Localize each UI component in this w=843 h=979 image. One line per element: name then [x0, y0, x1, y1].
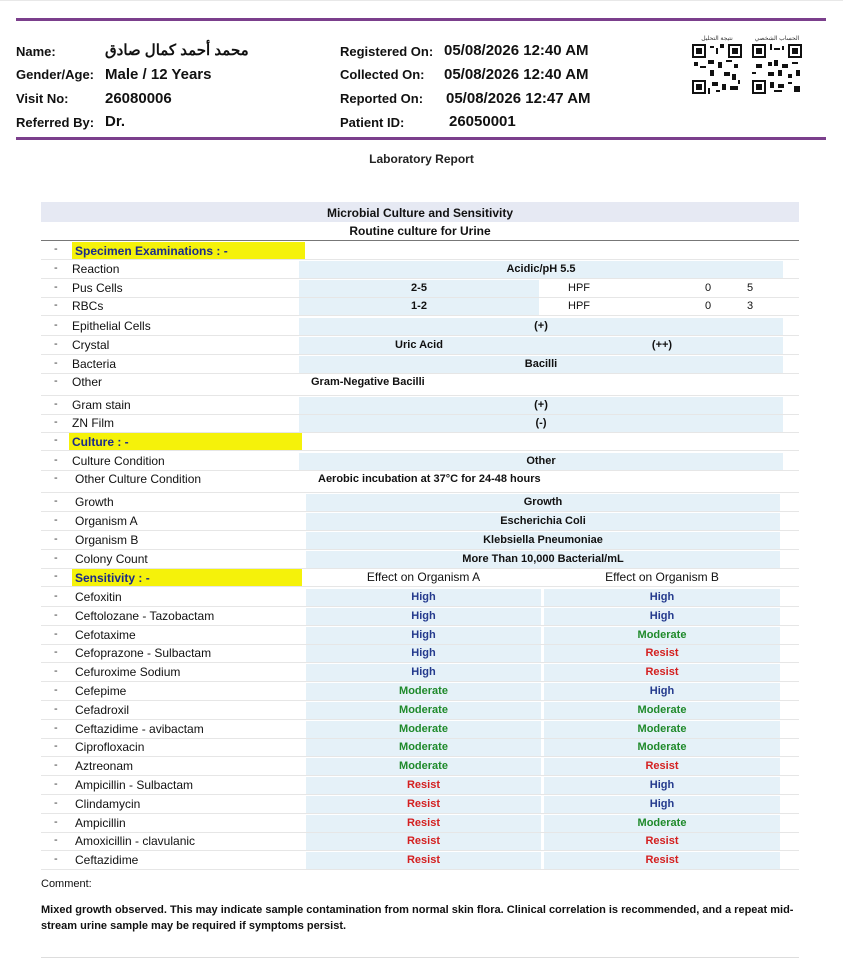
registered-label: Registered On: — [340, 44, 434, 59]
effect-organism-a: High — [306, 608, 541, 625]
sensitivity-row: - Ceftazidime - avibactam Moderate Moderate — [41, 721, 799, 739]
growth-row: - Growth Growth — [41, 494, 799, 512]
section-title: Microbial Culture and Sensitivity — [326, 206, 514, 220]
effect-organism-a: Moderate — [306, 702, 541, 719]
rbcs-range-low: 0 — [704, 300, 712, 312]
effect-organism-b-header: Effect on Organism B — [605, 570, 719, 584]
registered-value: 05/08/2026 12:40 AM — [444, 42, 589, 59]
effect-organism-b: High — [544, 589, 780, 606]
effect-organism-a: High — [306, 645, 541, 662]
effect-organism-a: Moderate — [306, 683, 541, 700]
top-border — [0, 0, 843, 5]
colony-count-row: - Colony Count More Than 10,000 Bacterial/mL — [41, 551, 799, 569]
sensitivity-section-row: - Sensitivity : - Effect on Organism A Effect on Organism B — [41, 569, 799, 587]
gender-value: Male / 12 Years — [105, 66, 212, 83]
effect-organism-a: High — [306, 627, 541, 644]
referred-label: Referred By: — [16, 115, 95, 130]
crystal-label: Crystal — [72, 338, 110, 352]
gram-stain-value: (+) — [299, 397, 783, 414]
qr-account-label: الحساب الشخصي — [754, 36, 800, 42]
culture-condition-value: Other — [299, 453, 783, 470]
effect-organism-b: Resist — [544, 852, 780, 869]
effect-organism-a: High — [306, 589, 541, 606]
rbcs-label: RBCs — [72, 299, 104, 313]
collected-label: Collected On: — [340, 67, 425, 82]
antibiotic-name: Cefadroxil — [75, 702, 130, 717]
culture-condition-label: Culture Condition — [72, 454, 165, 468]
zn-film-label: ZN Film — [72, 416, 114, 430]
sensitivity-section-heading: Sensitivity : - — [72, 569, 302, 587]
crystal-value: Uric Acid — [395, 339, 443, 351]
antibiotic-name: Ceftolozane - Tazobactam — [75, 608, 215, 623]
pus-cells-range-low: 0 — [704, 282, 712, 294]
effect-organism-a: Resist — [306, 777, 541, 794]
antibiotic-name: Cefotaxime — [75, 627, 136, 642]
sensitivity-row: - Cefadroxil Moderate Moderate — [41, 702, 799, 720]
comment-text: Mixed growth observed. This may indicate sample contamination from normal skin flora. Clinical correlation is recommended, and a repeat mid-stream urine sample may be required if symptoms persist. — [41, 904, 794, 932]
other-row: - Other Gram-Negative Bacilli — [41, 374, 799, 396]
antibiotic-name: Ciprofloxacin — [75, 740, 145, 755]
other-culture-condition-row: - Other Culture Condition Aerobic incubation at 37°C for 24-48 hours — [41, 471, 799, 493]
reaction-value: Acidic/pH 5.5 — [299, 261, 783, 278]
header-bottom-rule — [16, 137, 826, 140]
sensitivity-row: - Clindamycin Resist High — [41, 796, 799, 814]
sensitivity-row: - Cefepime Moderate High — [41, 683, 799, 701]
epithelial-row: - Epithelial Cells (+) — [41, 318, 799, 336]
name-value: محمد أحمد كمال صادق — [105, 42, 249, 59]
organism-b-label: Organism B — [75, 533, 139, 547]
rbcs-row: - RBCs 1-2 HPF 0 3 — [41, 298, 799, 316]
sensitivity-row: - Cefotaxime High Moderate — [41, 627, 799, 645]
effect-organism-a: Moderate — [306, 721, 541, 738]
antibiotic-name: Ceftazidime - avibactam — [75, 721, 204, 736]
account-qr-code[interactable] — [752, 44, 802, 94]
section-header — [41, 202, 799, 222]
bacteria-row: - Bacteria Bacilli — [41, 356, 799, 374]
sensitivity-row: - Ceftazidime Resist Resist — [41, 852, 799, 870]
effect-organism-a: High — [306, 664, 541, 681]
zn-film-value: (-) — [299, 415, 783, 432]
effect-organism-b: Resist — [544, 664, 780, 681]
organism-b-row: - Organism B Klebsiella Pneumoniae — [41, 532, 799, 550]
other-culture-condition-label: Other Culture Condition — [75, 472, 202, 486]
gram-stain-label: Gram stain — [72, 398, 131, 412]
organism-a-value: Escherichia Coli — [306, 513, 780, 530]
collected-value: 05/08/2026 12:40 AM — [444, 66, 589, 83]
effect-organism-a: Resist — [306, 852, 541, 869]
other-label: Other — [72, 375, 103, 389]
antibiotic-name: Amoxicillin - clavulanic — [75, 834, 196, 849]
crystal-row: - Crystal Uric Acid (++) — [41, 337, 799, 355]
patient-id-label: Patient ID: — [340, 115, 405, 130]
antibiotic-name: Aztreonam — [75, 759, 134, 774]
pus-cells-range-high: 5 — [746, 282, 754, 294]
antibiotic-name: Cefoxitin — [75, 590, 122, 604]
qr-result-label: نتيجة التحليل — [701, 36, 733, 42]
epithelial-label: Epithelial Cells — [72, 319, 151, 333]
culture-section-row: - Culture : - — [41, 433, 799, 451]
antibiotic-name: Cefuroxime Sodium — [75, 665, 181, 680]
sensitivity-row: - Amoxicillin - clavulanic Resist Resist — [41, 833, 799, 851]
sensitivity-row: - Cefoprazone - Sulbactam High Resist — [41, 645, 799, 663]
referred-value: Dr. — [105, 113, 126, 130]
reported-value: 05/08/2026 12:47 AM — [446, 90, 591, 107]
sensitivity-row: - Ceftolozane - Tazobactam High High — [41, 608, 799, 626]
result-qr-code[interactable] — [692, 44, 742, 94]
effect-organism-b: High — [544, 777, 780, 794]
pus-cells-value: 2-5 — [299, 280, 539, 297]
crystal-grade: (++) — [651, 339, 673, 351]
rbcs-range-high: 3 — [746, 300, 754, 312]
pus-cells-label: Pus Cells — [72, 281, 123, 295]
culture-condition-row: - Culture Condition Other — [41, 453, 799, 471]
effect-organism-b: High — [544, 608, 780, 625]
visit-value: 26080006 — [105, 90, 172, 107]
effect-organism-b: Moderate — [544, 739, 780, 756]
section-subtitle-text: Routine culture for Urine — [349, 224, 491, 238]
effect-organism-a: Moderate — [306, 739, 541, 756]
antibiotic-name: Cefepime — [75, 684, 127, 698]
sensitivity-row: - Aztreonam Moderate Resist — [41, 758, 799, 776]
specimen-section-heading: Specimen Examinations : - — [72, 242, 305, 260]
gender-label: Gender/Age: — [16, 67, 95, 82]
header-top-rule — [16, 18, 826, 21]
pus-cells-unit: HPF — [568, 282, 590, 294]
effect-organism-b: Resist — [544, 833, 780, 850]
effect-organism-a: Resist — [306, 815, 541, 832]
visit-label: Visit No: — [16, 91, 69, 106]
effect-organism-b: Moderate — [544, 815, 780, 832]
effect-organism-b: Moderate — [544, 702, 780, 719]
name-label: Name: — [16, 44, 56, 59]
organism-a-label: Organism A — [75, 514, 138, 528]
sensitivity-row: - Cefuroxime Sodium High Resist — [41, 664, 799, 682]
pus-cells-row: - Pus Cells 2-5 HPF 0 5 — [41, 280, 799, 298]
organism-a-row: - Organism A Escherichia Coli — [41, 513, 799, 531]
effect-organism-b: Moderate — [544, 627, 780, 644]
patient-id-value: 26050001 — [449, 113, 516, 130]
antibiotic-name: Ampicillin - Sulbactam — [75, 778, 194, 792]
effect-organism-b: High — [544, 683, 780, 700]
organism-b-value: Klebsiella Pneumoniae — [306, 532, 780, 549]
growth-label: Growth — [75, 495, 114, 509]
culture-section-heading: Culture : - — [69, 433, 302, 451]
gram-stain-row: - Gram stain (+) — [41, 397, 799, 415]
colony-count-value: More Than 10,000 Bacterial/mL — [306, 551, 780, 568]
reaction-label: Reaction — [72, 262, 120, 276]
other-culture-condition-value: Aerobic incubation at 37°C for 24-48 hours — [318, 473, 541, 485]
rbcs-unit: HPF — [568, 300, 590, 312]
sensitivity-row: - Cefoxitin High High — [41, 589, 799, 607]
growth-value: Growth — [306, 494, 780, 511]
section-subtitle — [41, 222, 799, 241]
antibiotic-name: Clindamycin — [75, 796, 141, 811]
antibiotic-name: Ceftazidime — [75, 853, 139, 868]
sensitivity-row: - Ampicillin Resist Moderate — [41, 815, 799, 833]
effect-organism-b: Resist — [544, 645, 780, 662]
effect-organism-a: Resist — [306, 833, 541, 850]
effect-organism-b: Resist — [544, 758, 780, 775]
bacteria-value: Bacilli — [299, 356, 783, 373]
effect-organism-a: Moderate — [306, 758, 541, 775]
effect-organism-b: Moderate — [544, 721, 780, 738]
zn-film-row: - ZN Film (-) — [41, 415, 799, 433]
sensitivity-row: - Ciprofloxacin Moderate Moderate — [41, 739, 799, 757]
bacteria-label: Bacteria — [72, 357, 117, 371]
antibiotic-name: Cefoprazone - Sulbactam — [75, 646, 212, 661]
antibiotic-name: Ampicillin — [75, 815, 126, 830]
specimen-section-row: - Specimen Examinations : - — [41, 242, 799, 260]
reported-label: Reported On: — [340, 91, 424, 106]
reaction-row: - Reaction Acidic/pH 5.5 — [41, 261, 799, 279]
sensitivity-row: - Ampicillin - Sulbactam Resist High — [41, 777, 799, 795]
colony-count-label: Colony Count — [75, 552, 148, 566]
effect-organism-a: Resist — [306, 796, 541, 813]
report-title: Laboratory Report — [369, 152, 474, 166]
rbcs-value: 1-2 — [299, 298, 539, 315]
effect-organism-b: High — [544, 796, 780, 813]
epithelial-value: (+) — [299, 318, 783, 335]
footer-rule — [41, 957, 799, 958]
other-value: Gram-Negative Bacilli — [311, 376, 425, 388]
comment-label: Comment: — [41, 878, 92, 890]
effect-organism-a-header: Effect on Organism A — [366, 570, 481, 584]
